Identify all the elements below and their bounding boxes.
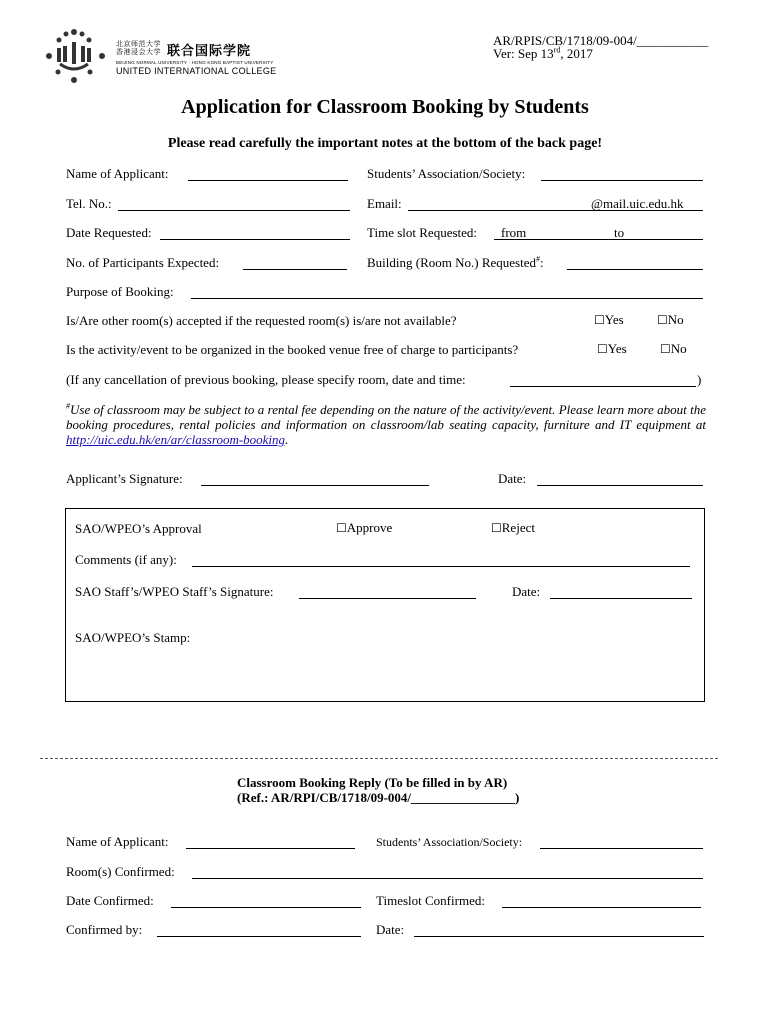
timeslot-confirmed-field[interactable] <box>502 907 701 908</box>
logo-cn-college: 联合国际学院 <box>167 44 252 59</box>
approval-date-label: Date: <box>512 584 541 599</box>
signature-date-label: Date: <box>498 471 527 486</box>
approval-title: SAO/WPEO’s Approval <box>75 521 202 536</box>
reply-ref: (Ref.: AR/RPI/CB/1718/09-004/________________) <box>237 790 520 805</box>
time-slot-label: Time slot Requested: <box>367 225 478 240</box>
logo-cn-line1: 北京师范大学 <box>116 40 161 48</box>
timeslot-confirmed-label: Timeslot Confirmed: <box>376 893 485 908</box>
question-other-rooms: Is/Are other room(s) accepted if the requested room(s) is/are not available? <box>66 313 457 328</box>
reply-name-label: Name of Applicant: <box>66 834 169 849</box>
building-label: Building (Room No.) Requested#: <box>367 254 544 270</box>
booking-link[interactable]: http://uic.edu.hk/en/ar/classroom-booking <box>66 432 286 447</box>
applicant-signature-label: Applicant’s Signature: <box>66 471 183 486</box>
confirmed-by-field[interactable] <box>157 936 361 937</box>
comments-label: Comments (if any): <box>75 552 177 567</box>
confirmed-by-label: Confirmed by: <box>66 922 143 937</box>
cancellation-field[interactable] <box>510 386 696 387</box>
reply-date-label: Date: <box>376 922 405 937</box>
approval-box <box>65 508 705 702</box>
date-confirmed-label: Date Confirmed: <box>66 893 154 908</box>
logo-cn-line2: 香港浸会大学 <box>116 48 161 56</box>
rental-note: #Use of classroom may be subject to a rental fee depending on the nature of the activity/event. Please learn more about the booking procedures, rental policies and information on classroom/lab seating capacity, furniture and IT equipment at http://uic.edu.hk/en/ar/classroom-booking. <box>66 401 706 447</box>
reject-option[interactable]: ☐Reject <box>491 520 535 535</box>
date-confirmed-field[interactable] <box>171 907 361 908</box>
to-label: to <box>614 225 625 240</box>
other-rooms-no[interactable]: ☐No <box>657 312 684 327</box>
checkbox-icon[interactable]: ☐ <box>597 342 608 356</box>
page-title: Application for Classroom Booking by Students <box>181 96 589 118</box>
uic-logo-icon <box>44 28 108 84</box>
from-label: from <box>501 225 527 240</box>
logo-universities: BEIJING NORMAL UNIVERSITY · HONG KONG BAPTIST UNIVERSITY <box>116 60 274 65</box>
cut-line-divider <box>40 758 718 759</box>
name-field[interactable] <box>188 180 348 181</box>
cancellation-close: ) <box>697 372 702 387</box>
date-requested-label: Date Requested: <box>66 225 152 240</box>
email-domain: @mail.uic.edu.hk <box>591 196 684 211</box>
association-label: Students’ Association/Society: <box>367 166 526 181</box>
approval-date-field[interactable] <box>550 598 692 599</box>
staff-signature-label: SAO Staff’s/WPEO Staff’s Signature: <box>75 584 274 599</box>
reply-association-field[interactable] <box>540 848 703 849</box>
tel-field[interactable] <box>118 210 350 211</box>
applicant-signature-field[interactable] <box>201 485 429 486</box>
cancellation-label: (If any cancellation of previous booking, please specify room, date and time: <box>66 372 466 387</box>
rooms-confirmed-label: Room(s) Confirmed: <box>66 864 175 879</box>
approve-option[interactable]: ☐Approve <box>336 520 393 535</box>
logo-college-name: UNITED INTERNATIONAL COLLEGE <box>116 66 277 76</box>
reply-date-field[interactable] <box>414 936 704 937</box>
name-label: Name of Applicant: <box>66 166 169 181</box>
signature-date-field[interactable] <box>537 485 703 486</box>
checkbox-icon[interactable]: ☐ <box>491 521 502 535</box>
question-free-charge: Is the activity/event to be organized in the booked venue free of charge to participants? <box>66 342 519 357</box>
date-requested-field[interactable] <box>160 239 350 240</box>
building-field[interactable] <box>567 269 703 270</box>
participants-label: No. of Participants Expected: <box>66 255 220 270</box>
comments-field[interactable] <box>192 566 690 567</box>
reply-title: Classroom Booking Reply (To be filled in by AR) <box>237 775 508 790</box>
free-charge-yes[interactable]: ☐Yes <box>597 341 627 356</box>
tel-label: Tel. No.: <box>66 196 112 211</box>
version: Ver: Sep 13rd, 2017 <box>493 45 593 61</box>
email-label: Email: <box>367 196 402 211</box>
reply-name-field[interactable] <box>186 848 355 849</box>
rooms-confirmed-field[interactable] <box>192 878 703 879</box>
checkbox-icon[interactable]: ☐ <box>336 521 347 535</box>
other-rooms-yes[interactable]: ☐Yes <box>594 312 624 327</box>
free-charge-no[interactable]: ☐No <box>660 341 687 356</box>
ref-code: AR/RPIS/CB/1718/09-004/___________ <box>493 33 709 48</box>
reply-association-label: Students’ Association/Society: <box>376 835 523 849</box>
purpose-label: Purpose of Booking: <box>66 284 174 299</box>
participants-field[interactable] <box>243 269 347 270</box>
checkbox-icon[interactable]: ☐ <box>594 313 605 327</box>
checkbox-icon[interactable]: ☐ <box>660 342 671 356</box>
staff-signature-field[interactable] <box>299 598 476 599</box>
page-subtitle: Please read carefully the important notes at the bottom of the back page! <box>167 136 603 151</box>
stamp-label: SAO/WPEO’s Stamp: <box>75 630 191 645</box>
checkbox-icon[interactable]: ☐ <box>657 313 668 327</box>
purpose-field[interactable] <box>191 298 703 299</box>
association-field[interactable] <box>541 180 703 181</box>
